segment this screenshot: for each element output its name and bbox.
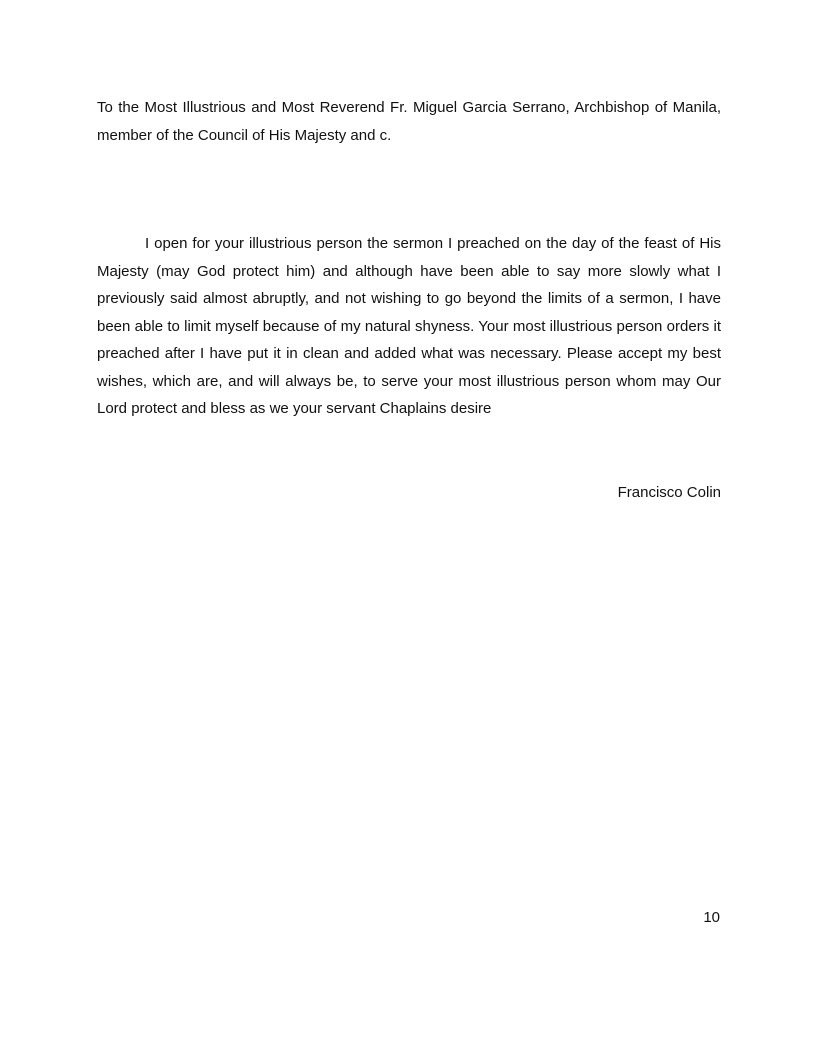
signature: Francisco Colin [617, 484, 721, 501]
letter-body-paragraph: I open for your illustrious person the sermon I preached on the day of the feast of His Majesty (may God protect him) and although have been able to say more slowly what I previously said almost abruptly, and not wishing to go beyond the limits of a sermon, I have been able to limit myself because of my natural shyness. Your most illustrious person orders it preached after I have put it in clean and added what was necessary. Please accept my best wishes, which are, and will always be, to serve your most illustrious person whom may Our Lord protect and bless as we your servant Chaplains desire [97, 235, 721, 417]
salutation-paragraph: To the Most Illustrious and Most Reverend Fr. Miguel Garcia Serrano, Archbishop of Manila, member of the Council of His Majesty and c. [97, 99, 721, 144]
page-number: 10 [703, 909, 720, 926]
